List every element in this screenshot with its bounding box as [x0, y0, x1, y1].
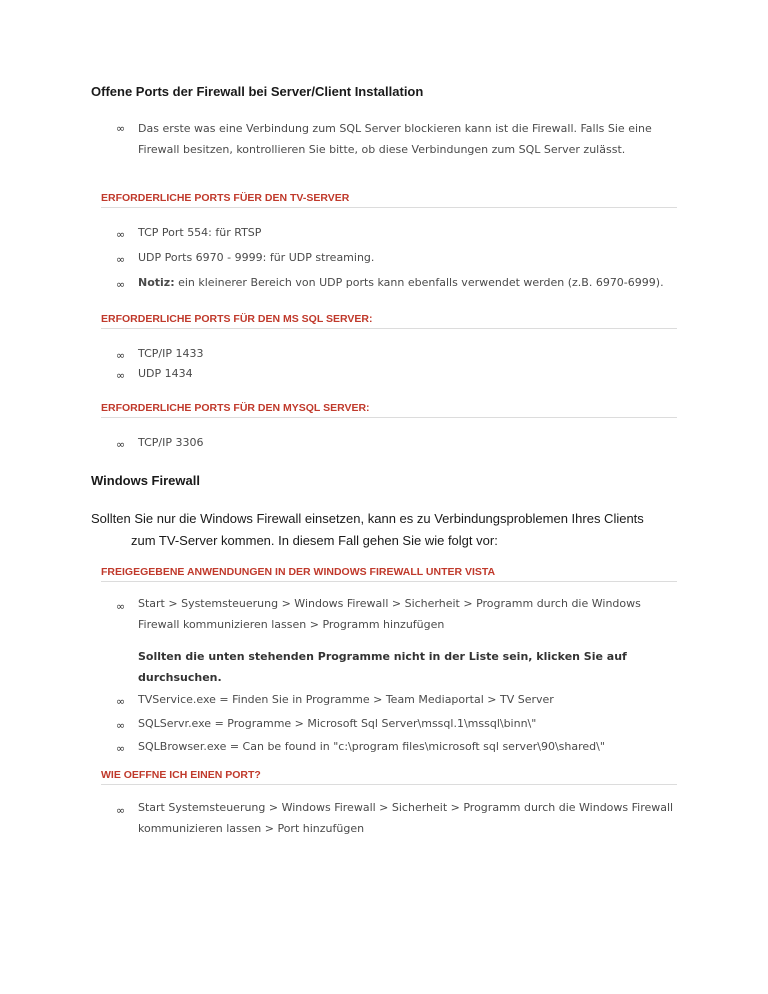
bullet-icon: ∞ [116, 228, 126, 241]
bullet-icon: ∞ [116, 278, 126, 291]
vista-step: Start > Systemsteuerung > Windows Firewall > Sicherheit > Programm durch die Windows Firewall kommunizieren lassen > Programm hinzufügen [138, 597, 641, 631]
vista-note: Sollten die unten stehenden Programme nicht in der Liste sein, klicken Sie auf durchsuchen. [138, 650, 627, 684]
section-title-open-port: WIE OEFFNE ICH EINEN PORT? [101, 769, 677, 785]
bullet-icon: ∞ [116, 369, 126, 382]
list-item: TCP/IP 1433 [138, 347, 204, 360]
section-title-vista: FREIGEGEBENE ANWENDUNGEN IN DER WINDOWS FIREWALL UNTER VISTA [101, 566, 677, 582]
list-item: TCP Port 554: für RTSP [138, 226, 262, 239]
paragraph-line-1: Sollten Sie nur die Windows Firewall einsetzen, kann es zu Verbindungsproblemen Ihres Clients [91, 511, 644, 526]
bullet-icon: ∞ [116, 695, 126, 708]
open-port-step: Start Systemsteuerung > Windows Firewall > Sicherheit > Programm durch die Windows Firewall kommunizieren lassen > Port hinzufügen [138, 801, 674, 835]
bullet-icon: ∞ [116, 600, 126, 613]
section-title-tv-server: ERFORDERLICHE PORTS FÜER DEN TV-SERVER [101, 192, 677, 208]
intro-text: Das erste was eine Verbindung zum SQL Server blockieren kann ist die Firewall. Falls Sie eine Firewall besitzen, kontrollieren Sie bitte, ob diese Verbindungen zum SQL Server zulässt. [138, 122, 652, 156]
paragraph-line-2: zum TV-Server kommen. In diesem Fall gehen Sie wie folgt vor: [131, 533, 498, 548]
list-item: SQLServr.exe = Programme > Microsoft Sql Server\mssql.1\mssql\binn\" [138, 717, 537, 730]
note-body: ein kleinerer Bereich von UDP ports kann ebenfalls verwendet werden (z.B. 6970-6999). [174, 276, 664, 289]
section-title-mysql: ERFORDERLICHE PORTS FÜR DEN MYSQL SERVER: [101, 402, 677, 418]
section-title-ms-sql: ERFORDERLICHE PORTS FÜR DEN MS SQL SERVER: [101, 313, 677, 329]
bullet-icon: ∞ [116, 349, 126, 362]
list-item: TCP/IP 3306 [138, 436, 204, 449]
bullet-icon: ∞ [116, 253, 126, 266]
bullet-icon: ∞ [116, 804, 126, 817]
note-text [138, 273, 683, 294]
list-item: TVService.exe = Finden Sie in Programme > Team Mediaportal > TV Server [138, 693, 554, 706]
list-item: SQLBrowser.exe = Can be found in "c:\program files\microsoft sql server\90\shared\" [138, 740, 605, 753]
note-label: Notiz: [138, 276, 175, 289]
bullet-icon: ∞ [116, 719, 126, 732]
list-item: UDP 1434 [138, 367, 193, 380]
bullet-icon: ∞ [116, 438, 126, 451]
bullet-icon: ∞ [116, 742, 126, 755]
heading-windows-firewall: Windows Firewall [91, 473, 200, 488]
heading-open-ports: Offene Ports der Firewall bei Server/Client Installation [91, 84, 424, 99]
intro-paragraph [91, 508, 691, 552]
bullet-icon: ∞ [116, 122, 126, 135]
list-item: UDP Ports 6970 - 9999: für UDP streaming. [138, 251, 375, 264]
